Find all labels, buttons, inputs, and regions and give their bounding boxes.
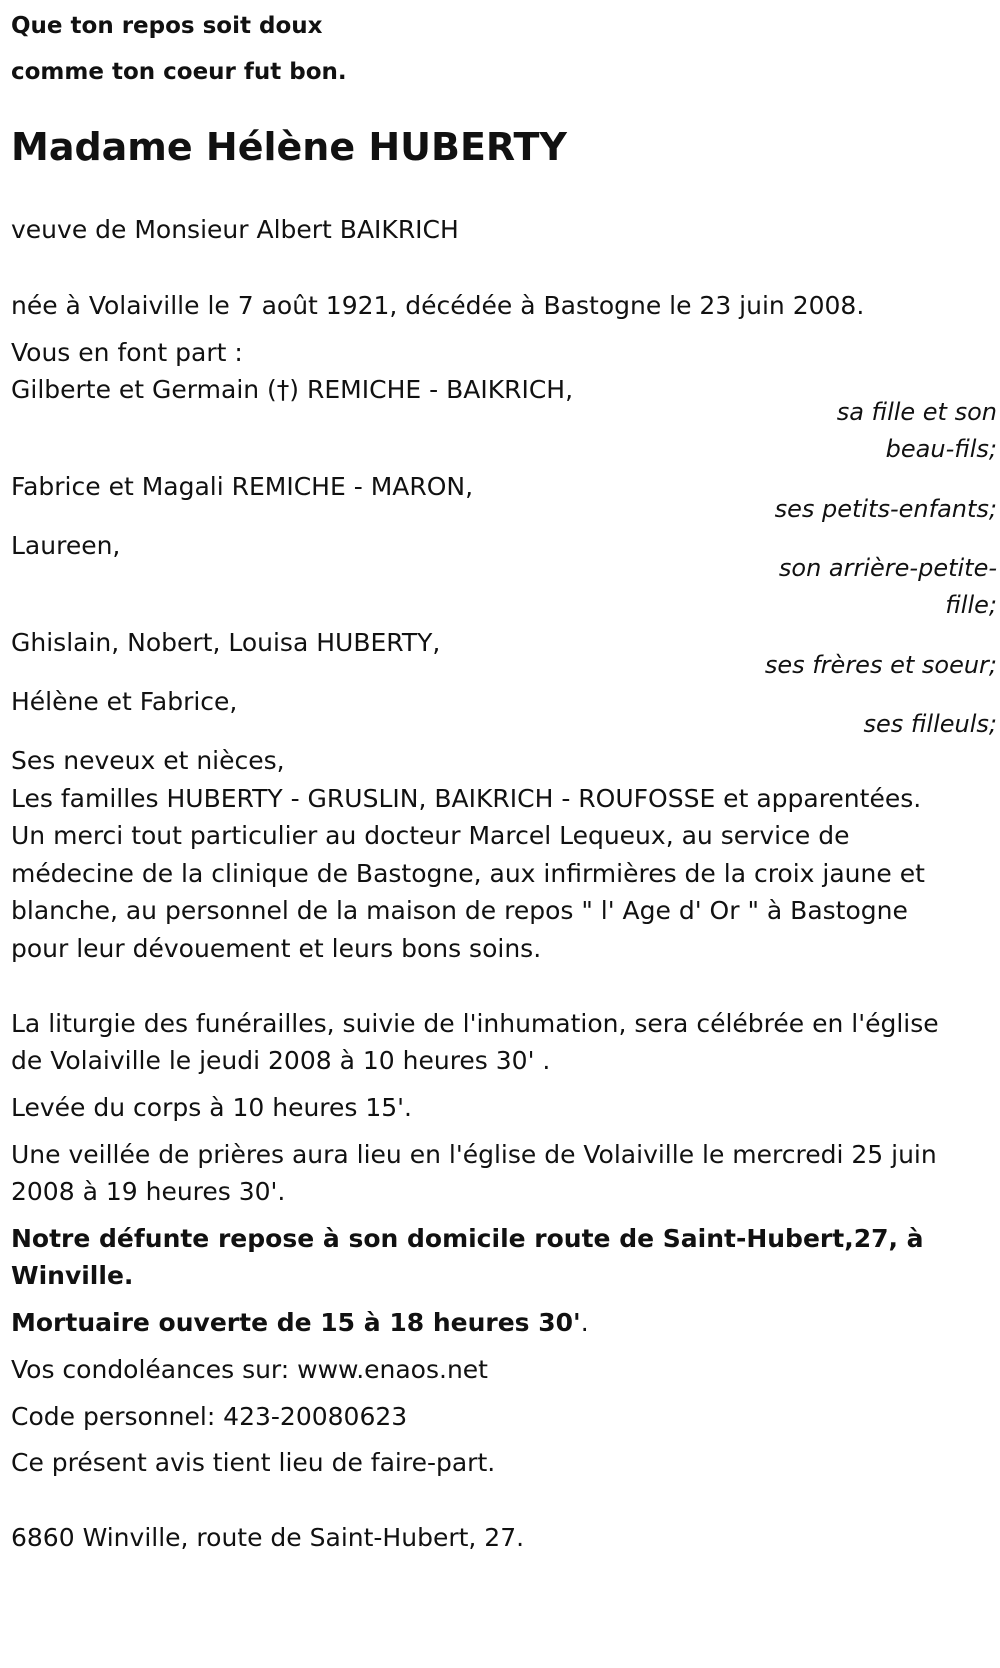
levee-line: Levée du corps à 10 heures 15'.: [11, 1093, 413, 1122]
condolences-line: Vos condoléances sur: www.enaos.net: [11, 1355, 488, 1384]
vigil-line-1: Une veillée de prières aura lieu en l'église de Volaiville le mercredi 25 juin: [11, 1140, 937, 1169]
family-names-1: Gilberte et Germain (†) REMICHE - BAIKRICH,: [11, 375, 574, 404]
code-line: Code personnel: 423-20080623: [11, 1402, 408, 1431]
nephews-line: Ses neveux et nièces,: [11, 746, 285, 775]
address-line: 6860 Winville, route de Saint-Hubert, 27.: [11, 1523, 525, 1552]
intro-line: Vous en font part :: [11, 338, 243, 367]
thanks-line-4: pour leur dévouement et leurs bons soins.: [11, 934, 542, 963]
family-names-3: Laureen,: [11, 531, 121, 560]
repose-line-2: Winville.: [11, 1261, 134, 1290]
family-relation-1a: sa fille et son: [836, 398, 997, 426]
funeral-line-2: de Volaiville le jeudi 2008 à 10 heures 30' .: [11, 1046, 551, 1075]
spouse-line: veuve de Monsieur Albert BAIKRICH: [11, 215, 459, 244]
birth-death-line: née à Volaiville le 7 août 1921, décédée à Bastogne le 23 juin 2008.: [11, 291, 865, 320]
mortuary-hours: Mortuaire ouverte de 15 à 18 heures 30': [11, 1308, 581, 1337]
family-names-5: Hélène et Fabrice,: [11, 687, 238, 716]
vigil-line-2: 2008 à 19 heures 30'.: [11, 1177, 286, 1206]
family-relation-1b: beau-fils;: [885, 435, 997, 463]
deceased-name: Madame Hélène HUBERTY: [11, 125, 567, 169]
repose-line-1: Notre défunte repose à son domicile route de Saint-Hubert,27, à: [11, 1224, 924, 1253]
family-names-4: Ghislain, Nobert, Louisa HUBERTY,: [11, 628, 441, 657]
thanks-line-3: blanche, au personnel de la maison de repos " l' Age d' Or " à Bastogne: [11, 896, 908, 925]
families-line: Les familles HUBERTY - GRUSLIN, BAIKRICH - ROUFOSSE et apparentées.: [11, 784, 922, 813]
notice-line: Ce présent avis tient lieu de faire-part.: [11, 1448, 496, 1477]
funeral-line-1: La liturgie des funérailles, suivie de l'inhumation, sera célébrée en l'église: [11, 1009, 939, 1038]
epigraph-line-2: comme ton coeur fut bon.: [11, 59, 347, 85]
family-relation-2: ses petits-enfants;: [774, 495, 997, 523]
mortuary-line: [11, 1303, 589, 1343]
family-relation-4: ses frères et soeur;: [764, 651, 997, 679]
thanks-line-2: médecine de la clinique de Bastogne, aux infirmières de la croix jaune et: [11, 859, 925, 888]
family-names-2: Fabrice et Magali REMICHE - MARON,: [11, 472, 474, 501]
family-relation-3b: fille;: [945, 591, 997, 619]
mortuary-tail: .: [580, 1308, 589, 1337]
family-relation-3a: son arrière-petite-: [778, 554, 997, 582]
epigraph-line-1: Que ton repos soit doux: [11, 13, 323, 39]
thanks-line-1: Un merci tout particulier au docteur Marcel Lequeux, au service de: [11, 821, 850, 850]
family-relation-5: ses filleuls;: [863, 710, 997, 738]
